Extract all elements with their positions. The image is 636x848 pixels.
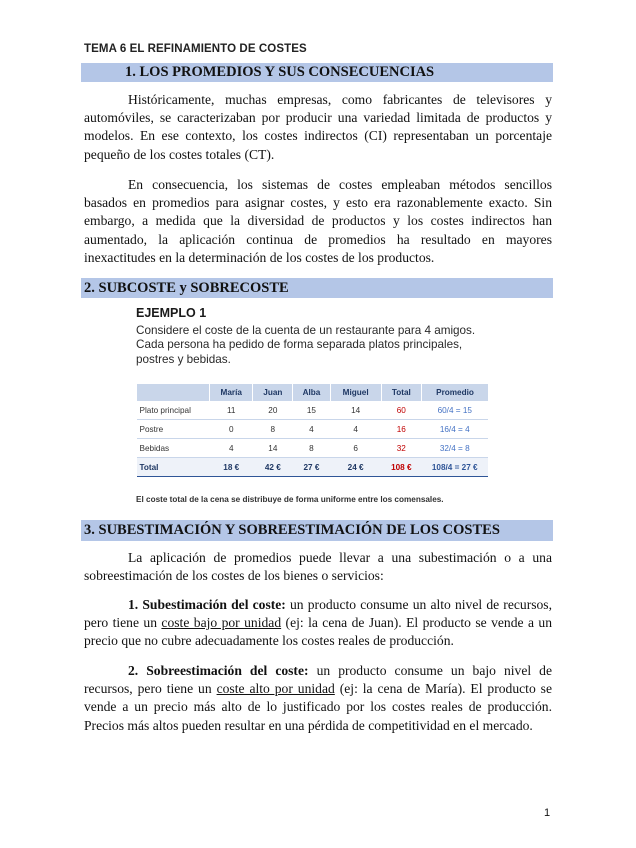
table-cell: 8 [253, 420, 293, 439]
subestimacion-text-a: un producto consume un alto nivel de recursos, pero tiene un [84, 597, 552, 631]
section-2-heading: 2. SUBCOSTE y SOBRECOSTE [81, 278, 553, 298]
example-title: EJEMPLO 1 [136, 306, 207, 320]
section-1-paragraph-2: En consecuencia, los sistemas de costes empleaban métodos sencillos basados en promedios para asignar costes, y esto era razonablemente exacto. Sin embargo, a medida que la diversidad de productos y los costes indirectos han aumentado, la aplicación continua de promedios ha resultado en mayores inexactitudes en la determinación de los costes de los productos. [84, 177, 552, 265]
table-cell-total: 16 [381, 420, 421, 439]
table-caption: El coste total de la cena se distribuye de forma uniforme entre los comensales. [136, 495, 444, 504]
total-label: Total [137, 458, 210, 477]
page-number: 1 [544, 807, 551, 819]
section-1-heading: 1. LOS PROMEDIOS Y SUS CONSECUENCIAS [81, 63, 553, 82]
table-cell: 27 € [293, 458, 330, 477]
sobreestimacion-text-a: un producto consume un bajo nivel de recursos, pero tiene un [84, 663, 552, 697]
example-box [136, 306, 498, 367]
table-header-promedio: Promedio [422, 384, 489, 401]
subestimacion-term: 1. Subestimación del coste: [128, 597, 286, 612]
section-3-intro: La aplicación de promedios puede llevar a una subestimación o a una sobreestimación de los costes de los bienes o servicios: [84, 550, 552, 584]
table-cell: 11 [210, 401, 253, 420]
table-cell: 6 [330, 439, 381, 458]
table-cell: 14 [330, 401, 381, 420]
subestimacion-underline: coste bajo por unidad [161, 615, 282, 631]
table-cell-total: 108 € [381, 458, 421, 477]
sobreestimacion-text-b: (ej: la cena de María). El producto se vende a un precio más alto de lo justificado por los costes reales de producción. Precios más altos pueden resultar en una pérdida de competitividad en el mercado. [84, 681, 553, 733]
table-cell-total: 60 [381, 401, 421, 420]
table-cell: 4 [210, 439, 253, 458]
table-total-row [137, 458, 489, 477]
section-1-paragraph-1: Históricamente, muchas empresas, como fabricantes de televisores y automóviles, se caracterizaban por producir una variedad limitada de productos y modelos. En ese contexto, los costes indirectos (CI) representaban un porcentaje pequeño de los costes totales (CT). [84, 92, 552, 162]
table-row [137, 401, 489, 420]
table-cell-promedio: 16/4 = 4 [422, 420, 489, 439]
row-label: Plato principal [137, 401, 210, 420]
table-header-corner [137, 384, 210, 401]
table-row [137, 439, 489, 458]
subestimacion-text-b: (ej: la cena de Juan). El producto se vende a un precio que no cubre adecuadamente los costes reales de producción. [84, 615, 552, 649]
table-header-miguel: Miguel [330, 384, 381, 401]
sobreestimacion-term: 2. Sobreestimación del coste: [128, 663, 309, 678]
table-cell: 8 [293, 439, 330, 458]
table-cell: 20 [253, 401, 293, 420]
table-cell-promedio: 108/4 = 27 € [422, 458, 489, 477]
running-header: TEMA 6 EL REFINAMIENTO DE COSTES [84, 43, 307, 55]
table-cell-promedio: 60/4 = 15 [422, 401, 489, 420]
restaurant-bill-table [136, 384, 488, 477]
table-cell-promedio: 32/4 = 8 [422, 439, 489, 458]
table-cell: 14 [253, 439, 293, 458]
table-header-juan: Juan [253, 384, 293, 401]
table-cell: 0 [210, 420, 253, 439]
table-header-maria: María [210, 384, 253, 401]
table-cell: 18 € [210, 458, 253, 477]
subestimacion-item [84, 596, 552, 651]
section-3-heading: 3. SUBESTIMACIÓN Y SOBREESTIMACIÓN DE LOS COSTES [81, 520, 553, 541]
sobreestimacion-item [84, 662, 552, 735]
table-header-row [137, 384, 489, 401]
row-label: Bebidas [137, 439, 210, 458]
table-header-alba: Alba [293, 384, 330, 401]
row-label: Postre [137, 420, 210, 439]
table-row [137, 420, 489, 439]
table-cell: 24 € [330, 458, 381, 477]
table-header-total: Total [381, 384, 421, 401]
sobreestimacion-underline: coste alto por unidad [216, 681, 335, 697]
table-cell: 4 [293, 420, 330, 439]
table-cell-total: 32 [381, 439, 421, 458]
table-cell: 42 € [253, 458, 293, 477]
table-cell: 4 [330, 420, 381, 439]
example-description: Considere el coste de la cuenta de un restaurante para 4 amigos. Cada persona ha pedido de forma separada platos principales, postres y bebidas. [136, 324, 476, 366]
table-cell: 15 [293, 401, 330, 420]
